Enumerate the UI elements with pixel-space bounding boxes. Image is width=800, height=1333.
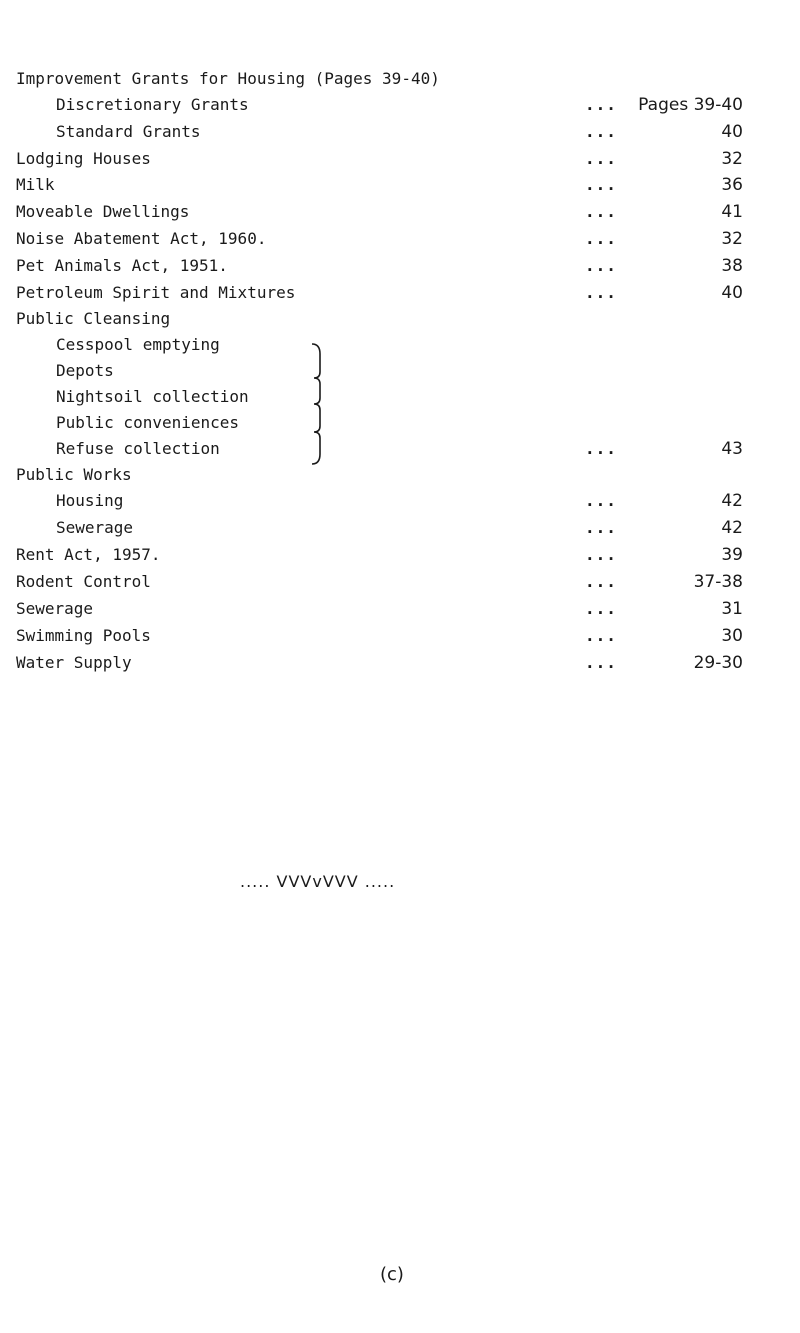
index-entry [0,515,800,541]
entry-label: Noise Abatement Act, 1960. [16,229,267,248]
entry-leader: ... [585,491,617,510]
entry-leader: ... [585,122,617,141]
entry-label: Swimming Pools [16,626,151,645]
entry-label: Depots [56,361,114,380]
entry-page: 32 [721,229,743,249]
index-heading: Improvement Grants for Housing (Pages 39-40) [16,69,440,88]
index-entry [0,146,800,172]
entry-leader: ... [585,653,617,672]
entry-label: Public Works [16,465,132,484]
entry-label: Housing [56,491,124,510]
entry-label: Sewerage [16,599,94,618]
index-entry [0,306,800,332]
entry-page: 36 [721,175,743,195]
index-entry [0,119,800,145]
entry-leader: ... [585,572,617,591]
index-entry [0,488,800,514]
entry-leader: ... [585,202,617,221]
entry-page: 32 [721,149,743,169]
index-entry [0,462,800,488]
index-entry [0,596,800,622]
entry-label: Standard Grants [56,122,201,141]
index-entry [0,569,800,595]
entry-leader: ... [585,599,617,618]
entry-page: 38 [721,256,743,276]
index-entry [0,226,800,252]
entry-leader: ... [585,439,617,458]
entry-label: Rent Act, 1957. [16,545,161,564]
entry-leader: ... [585,95,617,114]
entry-label: Lodging Houses [16,149,151,168]
entry-page: 41 [721,202,743,222]
entry-label: Sewerage [56,518,134,537]
entry-label: Nightsoil collection [56,387,249,406]
entry-page: 29-30 [693,653,743,673]
index-entry [0,542,800,568]
entry-label: Public conveniences [56,413,240,432]
entry-label: Cesspool emptying [56,335,220,354]
entry-page: 42 [721,518,743,538]
entry-label: Refuse collection [56,439,220,458]
entry-page: Pages 39-40 [638,95,743,115]
entry-leader: ... [585,256,617,275]
index-entry [0,332,800,358]
entry-leader: ... [585,545,617,564]
entry-label: Petroleum Spirit and Mixtures [16,283,296,302]
entry-label: Rodent Control [16,572,151,591]
entry-label: Discretionary Grants [56,95,249,114]
index-entry [0,92,800,118]
entry-leader: ... [585,518,617,537]
entry-label: Pet Animals Act, 1951. [16,256,228,275]
index-entry [0,172,800,198]
index-entry [0,650,800,676]
entry-label: Moveable Dwellings [16,202,190,221]
entry-leader: ... [585,626,617,645]
entry-page: 40 [721,283,743,303]
index-entry [0,280,800,306]
grouping-brace [310,340,326,468]
entry-page: 39 [721,545,743,565]
index-entry [0,410,800,436]
entry-label: Public Cleansing [16,309,171,328]
entry-page: 31 [721,599,743,619]
entry-page: 37-38 [693,572,743,592]
index-entry [0,199,800,225]
index-entry [0,253,800,279]
index-entry [0,623,800,649]
entry-page: 43 [721,439,743,459]
entry-page: 30 [721,626,743,646]
entry-leader: ... [585,149,617,168]
index-entry [0,358,800,384]
entry-page: 40 [721,122,743,142]
page-mark: (c) [380,1264,404,1285]
entry-page: 42 [721,491,743,511]
entry-label: Water Supply [16,653,132,672]
index-entry [0,436,800,462]
entry-leader: ... [585,229,617,248]
entry-label: Milk [16,175,55,194]
entry-leader: ... [585,283,617,302]
index-heading-row [0,66,800,92]
index-entry [0,384,800,410]
footer-ornament: ..... VVVvVVV ..... [240,872,396,891]
entry-leader: ... [585,175,617,194]
